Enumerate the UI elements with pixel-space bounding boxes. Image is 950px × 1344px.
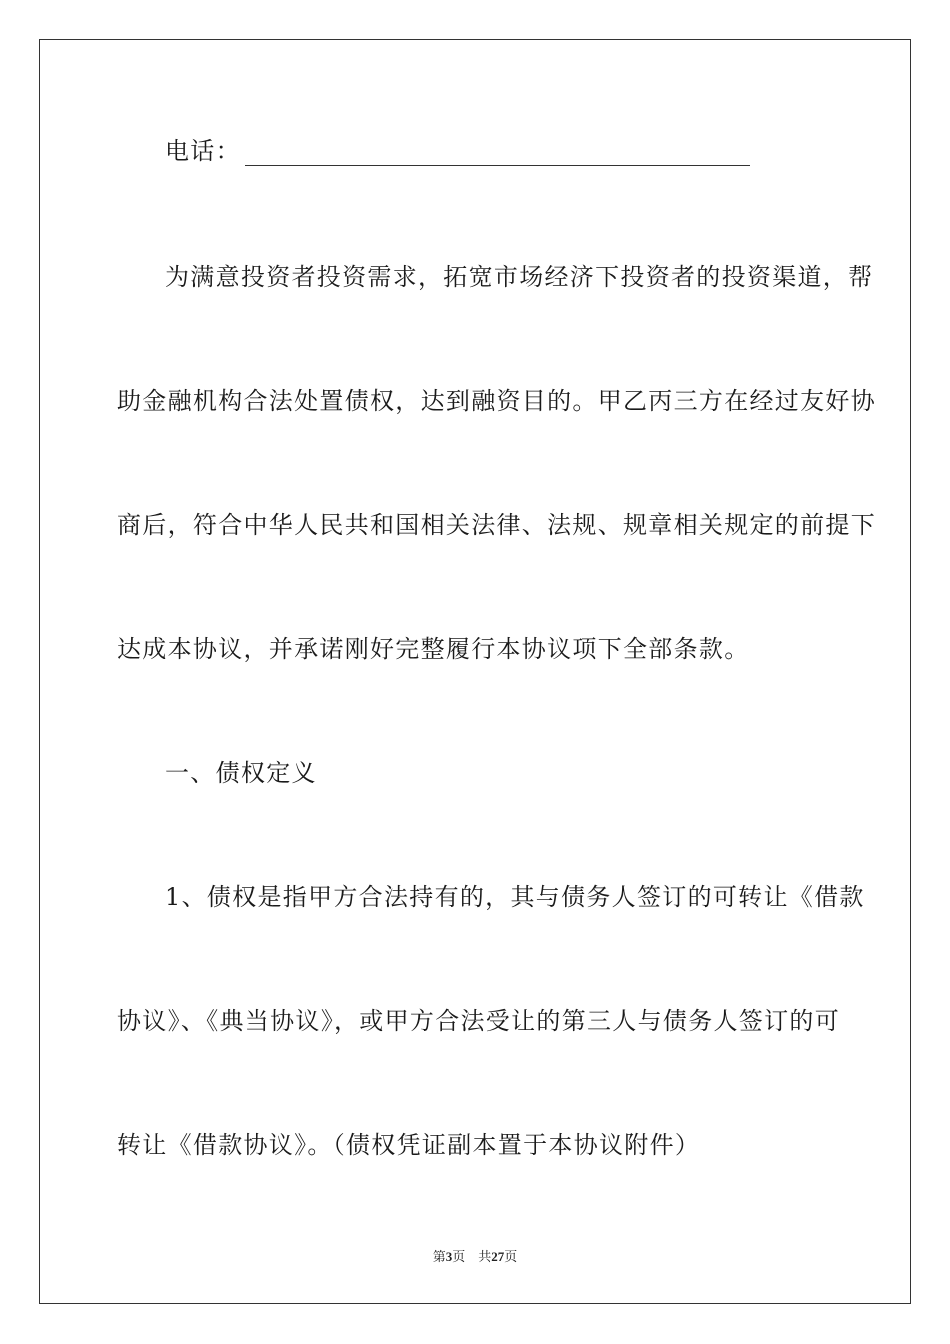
page-border (39, 39, 911, 1304)
current-page-number: 3 (445, 1249, 453, 1264)
paragraph-line: 助金融机构合法处置债权，达到融资目的。甲乙丙三方在经过友好协 (117, 387, 876, 415)
phone-label: 电话： (165, 137, 241, 165)
paragraph-line: 协议》、《典当协议》，或甲方合法受让的第三人与债务人签订的可 (117, 1007, 840, 1035)
page-prefix: 第 (432, 1250, 446, 1265)
section-heading: 一、债权定义 (165, 759, 317, 787)
total-page-count: 27 (491, 1249, 505, 1264)
phone-field-row (165, 136, 750, 166)
paragraph-line: 达成本协议，并承诺刚好完整履行本协议项下全部条款。 (117, 635, 750, 663)
page-suffix: 页 (504, 1250, 518, 1265)
paragraph-line: 商后，符合中华人民共和国相关法律、法规、规章相关规定的前提下 (117, 511, 876, 539)
paragraph-line: 1、债权是指甲方合法持有的，其与债务人签订的可转让《借款 (165, 883, 865, 911)
page-number-footer (0, 1248, 950, 1267)
paragraph-line: 为满意投资者投资需求，拓宽市场经济下投资者的投资渠道，帮 (165, 263, 874, 291)
paragraph-line: 转让《借款协议》。（债权凭证副本置于本协议附件） (117, 1131, 701, 1159)
phone-blank-line[interactable] (245, 143, 750, 166)
page-mid: 页 共 (452, 1250, 492, 1265)
